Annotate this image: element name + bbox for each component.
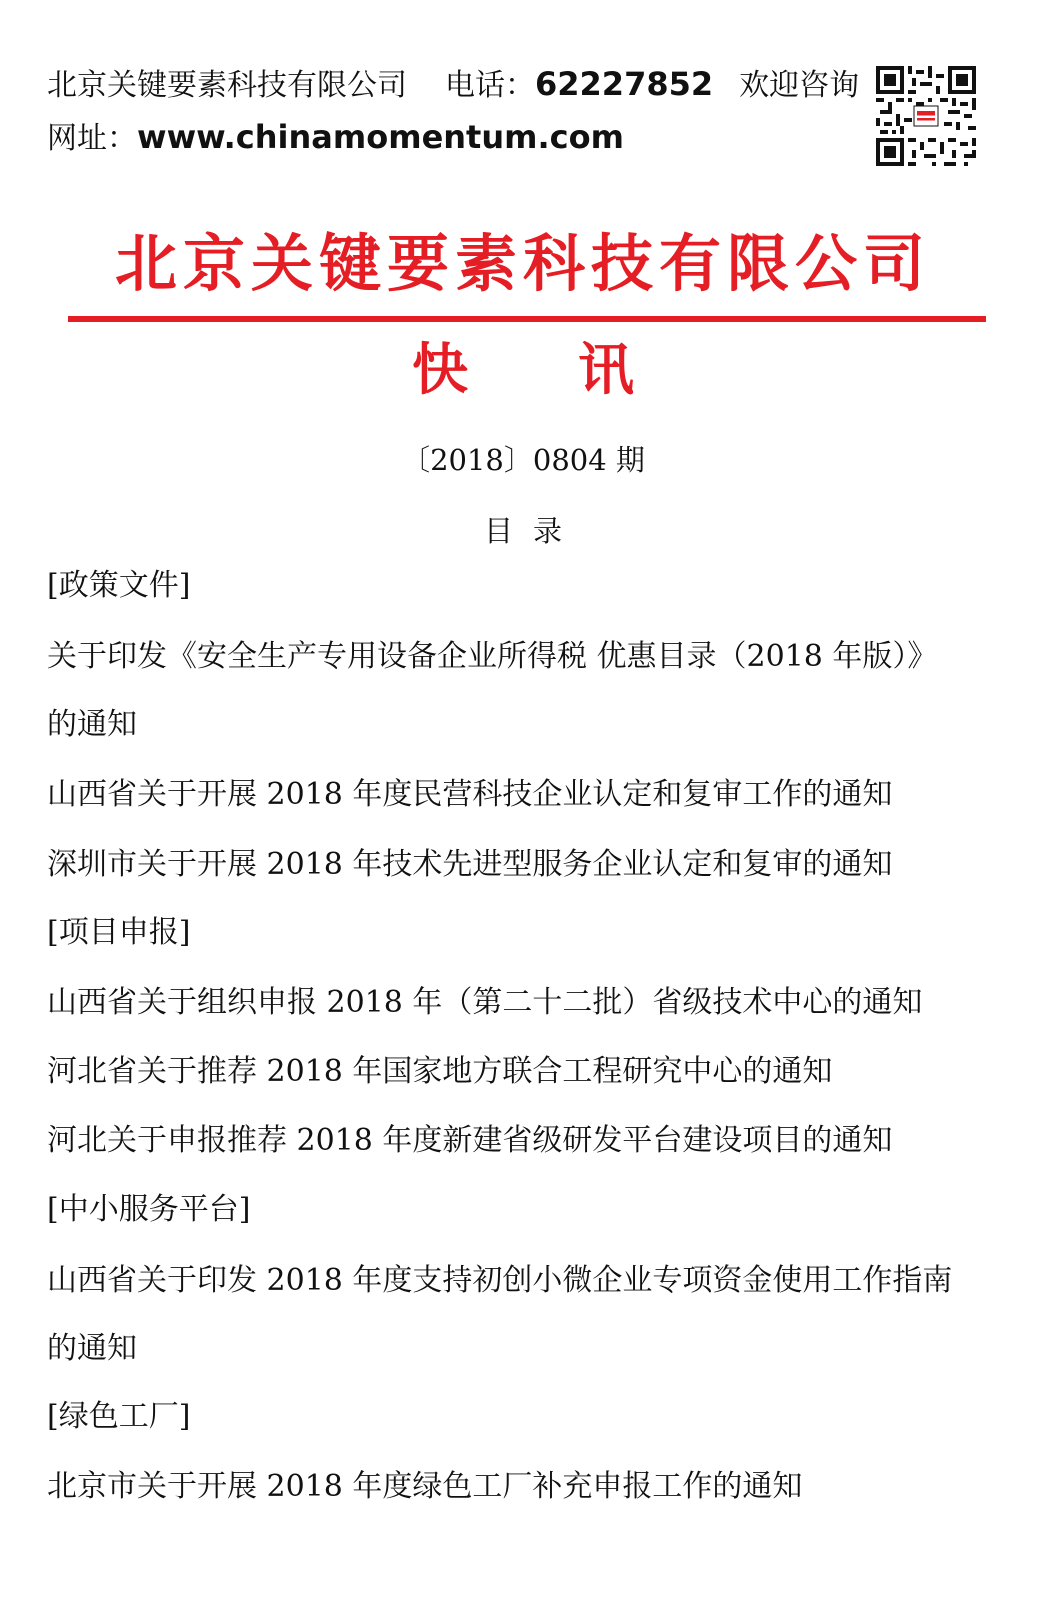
bulletin-word-2: 讯 (578, 338, 634, 403)
qr-code-icon (876, 66, 976, 166)
toc-item-sme-1-line-2[interactable]: 的通知 (47, 1331, 137, 1366)
bulletin-title (0, 338, 1046, 404)
toc-item-sme-1-line-1[interactable]: 山西省关于印发 2018 年度支持初创小微企业专项资金使用工作指南 (47, 1263, 953, 1298)
company-title: 北京关键要素科技有限公司 (114, 227, 931, 300)
toc-item-policy-1-line-1[interactable]: 关于印发《安全生产专用设备企业所得税 优惠目录（2018 年版）》 (47, 639, 938, 674)
toc-item-project-2[interactable]: 河北省关于推荐 2018 年国家地方联合工程研究中心的通知 (47, 1054, 833, 1089)
contact-line-1 (47, 64, 859, 106)
red-divider (68, 316, 986, 322)
section-heading-project: [项目申报] (47, 915, 191, 950)
website-link[interactable]: www.chinamomentum.com (137, 118, 624, 156)
header-company-name: 北京关键要素科技有限公司 (47, 68, 407, 103)
toc-item-policy-1-line-2[interactable]: 的通知 (47, 707, 137, 742)
toc-item-project-3[interactable]: 河北关于申报推荐 2018 年度新建省级研发平台建设项目的通知 (47, 1123, 893, 1158)
toc-item-policy-3[interactable]: 深圳市关于开展 2018 年技术先进型服务企业认定和复审的通知 (47, 847, 893, 882)
toc-title: 目录 (483, 514, 582, 548)
issue-number: 〔2018〕0804 期 (401, 443, 645, 477)
consult-text: 欢迎咨询 (739, 68, 860, 103)
phone-number[interactable]: 62227852 (535, 65, 714, 103)
website-label: 网址： (47, 121, 137, 156)
bulletin-word-1: 快 (412, 338, 468, 403)
toc-item-policy-2[interactable]: 山西省关于开展 2018 年度民营科技企业认定和复审工作的通知 (47, 777, 893, 812)
toc-item-project-1[interactable]: 山西省关于组织申报 2018 年（第二十二批）省级技术中心的通知 (47, 985, 923, 1020)
section-heading-policy: [政策文件] (47, 568, 191, 603)
phone-label: 电话： (445, 68, 535, 103)
contact-line-2 (47, 117, 624, 159)
section-heading-green: [绿色工厂] (47, 1399, 191, 1434)
section-heading-sme: [中小服务平台] (47, 1192, 251, 1227)
toc-item-green-1[interactable]: 北京市关于开展 2018 年度绿色工厂补充申报工作的通知 (47, 1469, 803, 1504)
